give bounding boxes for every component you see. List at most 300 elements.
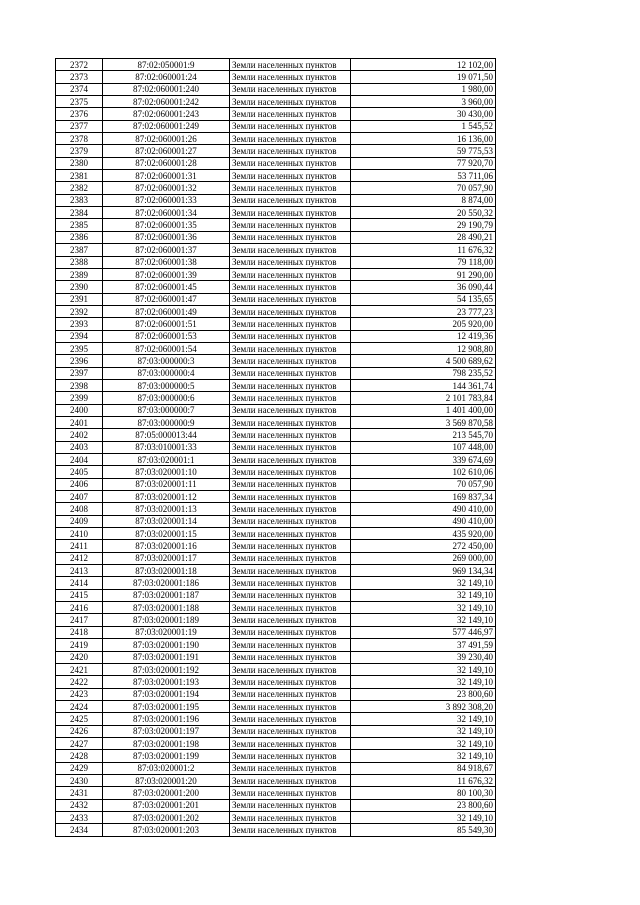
cadastral-value-cell: 1 401 400,00 — [351, 404, 496, 416]
row-number-cell: 2413 — [56, 565, 103, 577]
land-category-cell: Земли населенных пунктов — [230, 429, 351, 441]
land-category-cell: Земли населенных пунктов — [230, 725, 351, 737]
cadastral-number-cell: 87:03:000000:7 — [103, 404, 230, 416]
row-number-cell: 2428 — [56, 750, 103, 762]
cadastral-number-cell: 87:02:060001:34 — [103, 207, 230, 219]
row-number-cell: 2389 — [56, 268, 103, 280]
table-row — [56, 157, 496, 169]
cadastral-number-cell: 87:02:060001:49 — [103, 305, 230, 317]
land-category-cell: Земли населенных пунктов — [230, 145, 351, 157]
row-number-cell: 2433 — [56, 811, 103, 823]
land-registry-table — [55, 58, 496, 837]
cadastral-number-cell: 87:03:000000:9 — [103, 416, 230, 428]
land-category-cell: Земли населенных пунктов — [230, 392, 351, 404]
row-number-cell: 2384 — [56, 207, 103, 219]
cadastral-number-cell: 87:02:060001:39 — [103, 268, 230, 280]
table-row — [56, 639, 496, 651]
cadastral-value-cell: 29 190,79 — [351, 219, 496, 231]
cadastral-value-cell: 32 149,10 — [351, 737, 496, 749]
table-row — [56, 552, 496, 564]
table-row — [56, 182, 496, 194]
row-number-cell: 2411 — [56, 540, 103, 552]
row-number-cell: 2412 — [56, 552, 103, 564]
cadastral-value-cell: 490 410,00 — [351, 503, 496, 515]
table-row — [56, 71, 496, 83]
cadastral-number-cell: 87:02:060001:249 — [103, 120, 230, 132]
row-number-cell: 2424 — [56, 700, 103, 712]
table-row — [56, 367, 496, 379]
cadastral-number-cell: 87:03:000000:3 — [103, 355, 230, 367]
cadastral-value-cell: 3 960,00 — [351, 96, 496, 108]
cadastral-number-cell: 87:03:020001:14 — [103, 515, 230, 527]
cadastral-number-cell: 87:02:060001:54 — [103, 342, 230, 354]
row-number-cell: 2415 — [56, 589, 103, 601]
table-row — [56, 626, 496, 638]
cadastral-value-cell: 70 057,90 — [351, 182, 496, 194]
cadastral-number-cell: 87:03:020001:192 — [103, 663, 230, 675]
cadastral-value-cell: 23 777,23 — [351, 305, 496, 317]
land-category-cell: Земли населенных пунктов — [230, 700, 351, 712]
land-category-cell: Земли населенных пунктов — [230, 231, 351, 243]
land-category-cell: Земли населенных пунктов — [230, 268, 351, 280]
land-category-cell: Земли населенных пунктов — [230, 750, 351, 762]
land-category-cell: Земли населенных пунктов — [230, 774, 351, 786]
table-row — [56, 231, 496, 243]
cadastral-value-cell: 39 230,40 — [351, 651, 496, 663]
row-number-cell: 2399 — [56, 392, 103, 404]
land-category-cell: Земли населенных пунктов — [230, 478, 351, 490]
cadastral-number-cell: 87:02:060001:51 — [103, 318, 230, 330]
cadastral-value-cell: 32 149,10 — [351, 602, 496, 614]
table-row — [56, 651, 496, 663]
row-number-cell: 2386 — [56, 231, 103, 243]
table-row — [56, 737, 496, 749]
land-category-cell: Земли населенных пунктов — [230, 170, 351, 182]
table-row — [56, 392, 496, 404]
land-category-cell: Земли населенных пунктов — [230, 491, 351, 503]
land-category-cell: Земли населенных пунктов — [230, 589, 351, 601]
land-category-cell: Земли населенных пунктов — [230, 466, 351, 478]
row-number-cell: 2406 — [56, 478, 103, 490]
land-category-cell: Земли населенных пунктов — [230, 182, 351, 194]
cadastral-value-cell: 28 490,21 — [351, 231, 496, 243]
table-row — [56, 281, 496, 293]
row-number-cell: 2423 — [56, 688, 103, 700]
land-category-cell: Земли населенных пунктов — [230, 762, 351, 774]
cadastral-number-cell: 87:03:020001:197 — [103, 725, 230, 737]
land-category-cell: Земли населенных пунктов — [230, 244, 351, 256]
cadastral-number-cell: 87:03:020001:199 — [103, 750, 230, 762]
land-category-cell: Земли населенных пунктов — [230, 108, 351, 120]
row-number-cell: 2422 — [56, 676, 103, 688]
cadastral-value-cell: 84 918,67 — [351, 762, 496, 774]
table-row — [56, 503, 496, 515]
land-category-cell: Земли населенных пунктов — [230, 355, 351, 367]
table-row — [56, 824, 496, 836]
cadastral-value-cell: 32 149,10 — [351, 713, 496, 725]
table-row — [56, 244, 496, 256]
cadastral-number-cell: 87:03:020001:198 — [103, 737, 230, 749]
cadastral-value-cell: 169 837,34 — [351, 491, 496, 503]
row-number-cell: 2403 — [56, 441, 103, 453]
cadastral-value-cell: 32 149,10 — [351, 676, 496, 688]
land-category-cell: Земли населенных пунктов — [230, 528, 351, 540]
cadastral-number-cell: 87:03:020001:19 — [103, 626, 230, 638]
cadastral-value-cell: 54 135,65 — [351, 293, 496, 305]
row-number-cell: 2420 — [56, 651, 103, 663]
cadastral-value-cell: 79 118,00 — [351, 256, 496, 268]
land-category-cell: Земли населенных пунктов — [230, 737, 351, 749]
land-category-cell: Земли населенных пунктов — [230, 688, 351, 700]
row-number-cell: 2397 — [56, 367, 103, 379]
land-category-cell: Земли населенных пунктов — [230, 318, 351, 330]
row-number-cell: 2395 — [56, 342, 103, 354]
cadastral-value-cell: 16 136,00 — [351, 133, 496, 145]
row-number-cell: 2401 — [56, 416, 103, 428]
land-category-cell: Земли населенных пунктов — [230, 71, 351, 83]
land-category-cell: Земли населенных пунктов — [230, 565, 351, 577]
row-number-cell: 2383 — [56, 194, 103, 206]
row-number-cell: 2408 — [56, 503, 103, 515]
land-category-cell: Земли населенных пунктов — [230, 824, 351, 836]
cadastral-value-cell: 269 000,00 — [351, 552, 496, 564]
land-category-cell: Земли населенных пунктов — [230, 577, 351, 589]
table-row — [56, 145, 496, 157]
table-row — [56, 589, 496, 601]
cadastral-number-cell: 87:02:060001:37 — [103, 244, 230, 256]
row-number-cell: 2400 — [56, 404, 103, 416]
cadastral-value-cell: 798 235,52 — [351, 367, 496, 379]
row-number-cell: 2416 — [56, 602, 103, 614]
land-category-cell: Земли населенных пунктов — [230, 713, 351, 725]
table-row — [56, 540, 496, 552]
cadastral-number-cell: 87:03:020001:15 — [103, 528, 230, 540]
row-number-cell: 2380 — [56, 157, 103, 169]
cadastral-number-cell: 87:03:020001:20 — [103, 774, 230, 786]
cadastral-value-cell: 85 549,30 — [351, 824, 496, 836]
table-row — [56, 528, 496, 540]
cadastral-value-cell: 70 057,90 — [351, 478, 496, 490]
land-category-cell: Земли населенных пунктов — [230, 787, 351, 799]
cadastral-number-cell: 87:03:020001:203 — [103, 824, 230, 836]
land-category-cell: Земли населенных пунктов — [230, 194, 351, 206]
row-number-cell: 2404 — [56, 454, 103, 466]
cadastral-value-cell: 91 290,00 — [351, 268, 496, 280]
row-number-cell: 2407 — [56, 491, 103, 503]
cadastral-number-cell: 87:02:060001:242 — [103, 96, 230, 108]
table-row — [56, 355, 496, 367]
land-category-cell: Земли населенных пунктов — [230, 367, 351, 379]
row-number-cell: 2382 — [56, 182, 103, 194]
land-category-cell: Земли населенных пунктов — [230, 811, 351, 823]
land-category-cell: Земли населенных пунктов — [230, 305, 351, 317]
row-number-cell: 2402 — [56, 429, 103, 441]
row-number-cell: 2429 — [56, 762, 103, 774]
land-category-cell: Земли населенных пунктов — [230, 416, 351, 428]
row-number-cell: 2421 — [56, 663, 103, 675]
table-row — [56, 120, 496, 132]
cadastral-value-cell: 3 892 308,20 — [351, 700, 496, 712]
cadastral-number-cell: 87:03:020001:188 — [103, 602, 230, 614]
table-row — [56, 700, 496, 712]
table-row — [56, 268, 496, 280]
row-number-cell: 2426 — [56, 725, 103, 737]
row-number-cell: 2396 — [56, 355, 103, 367]
cadastral-value-cell: 36 090,44 — [351, 281, 496, 293]
row-number-cell: 2417 — [56, 614, 103, 626]
cadastral-number-cell: 87:03:020001:200 — [103, 787, 230, 799]
row-number-cell: 2431 — [56, 787, 103, 799]
cadastral-number-cell: 87:03:020001:196 — [103, 713, 230, 725]
row-number-cell: 2387 — [56, 244, 103, 256]
table-row — [56, 293, 496, 305]
land-category-cell: Земли населенных пунктов — [230, 281, 351, 293]
cadastral-number-cell: 87:03:020001:13 — [103, 503, 230, 515]
cadastral-number-cell: 87:02:060001:36 — [103, 231, 230, 243]
table-body — [56, 59, 496, 837]
cadastral-value-cell: 32 149,10 — [351, 589, 496, 601]
table-row — [56, 676, 496, 688]
table-row — [56, 774, 496, 786]
cadastral-value-cell: 12 908,80 — [351, 342, 496, 354]
cadastral-number-cell: 87:03:020001:2 — [103, 762, 230, 774]
row-number-cell: 2392 — [56, 305, 103, 317]
cadastral-value-cell: 59 775,53 — [351, 145, 496, 157]
table-row — [56, 59, 496, 71]
cadastral-number-cell: 87:02:060001:243 — [103, 108, 230, 120]
cadastral-number-cell: 87:05:000013:44 — [103, 429, 230, 441]
table-row — [56, 577, 496, 589]
cadastral-value-cell: 53 711,06 — [351, 170, 496, 182]
land-category-cell: Земли населенных пунктов — [230, 219, 351, 231]
row-number-cell: 2419 — [56, 639, 103, 651]
cadastral-number-cell: 87:03:020001:190 — [103, 639, 230, 651]
cadastral-number-cell: 87:03:020001:189 — [103, 614, 230, 626]
cadastral-value-cell: 12 102,00 — [351, 59, 496, 71]
land-category-cell: Земли населенных пунктов — [230, 639, 351, 651]
land-category-cell: Земли населенных пунктов — [230, 293, 351, 305]
row-number-cell: 2385 — [56, 219, 103, 231]
table-row — [56, 133, 496, 145]
table-row — [56, 713, 496, 725]
cadastral-value-cell: 11 676,32 — [351, 774, 496, 786]
table-row — [56, 404, 496, 416]
table-row — [56, 330, 496, 342]
cadastral-value-cell: 2 101 783,84 — [351, 392, 496, 404]
cadastral-number-cell: 87:03:020001:187 — [103, 589, 230, 601]
table-row — [56, 429, 496, 441]
table-row — [56, 318, 496, 330]
cadastral-number-cell: 87:02:060001:27 — [103, 145, 230, 157]
land-category-cell: Земли населенных пунктов — [230, 651, 351, 663]
row-number-cell: 2398 — [56, 379, 103, 391]
cadastral-number-cell: 87:02:060001:26 — [103, 133, 230, 145]
cadastral-value-cell: 32 149,10 — [351, 811, 496, 823]
cadastral-value-cell: 213 545,70 — [351, 429, 496, 441]
land-category-cell: Земли населенных пунктов — [230, 379, 351, 391]
cadastral-value-cell: 12 419,36 — [351, 330, 496, 342]
cadastral-value-cell: 32 149,10 — [351, 725, 496, 737]
land-category-cell: Земли населенных пунктов — [230, 454, 351, 466]
cadastral-value-cell: 32 149,10 — [351, 663, 496, 675]
table-row — [56, 478, 496, 490]
row-number-cell: 2432 — [56, 799, 103, 811]
cadastral-value-cell: 144 361,74 — [351, 379, 496, 391]
cadastral-number-cell: 87:03:020001:17 — [103, 552, 230, 564]
land-category-cell: Земли населенных пунктов — [230, 503, 351, 515]
cadastral-number-cell: 87:03:020001:195 — [103, 700, 230, 712]
cadastral-value-cell: 23 800,60 — [351, 799, 496, 811]
row-number-cell: 2405 — [56, 466, 103, 478]
row-number-cell: 2394 — [56, 330, 103, 342]
table-row — [56, 170, 496, 182]
land-category-cell: Земли населенных пунктов — [230, 330, 351, 342]
table-row — [56, 454, 496, 466]
row-number-cell: 2414 — [56, 577, 103, 589]
row-number-cell: 2410 — [56, 528, 103, 540]
row-number-cell: 2378 — [56, 133, 103, 145]
cadastral-value-cell: 102 610,06 — [351, 466, 496, 478]
cadastral-value-cell: 4 500 689,62 — [351, 355, 496, 367]
land-category-cell: Земли населенных пунктов — [230, 799, 351, 811]
cadastral-number-cell: 87:02:060001:38 — [103, 256, 230, 268]
cadastral-number-cell: 87:02:060001:32 — [103, 182, 230, 194]
row-number-cell: 2430 — [56, 774, 103, 786]
land-category-cell: Земли населенных пунктов — [230, 602, 351, 614]
land-category-cell: Земли населенных пунктов — [230, 540, 351, 552]
land-category-cell: Земли населенных пунктов — [230, 133, 351, 145]
land-category-cell: Земли населенных пунктов — [230, 614, 351, 626]
cadastral-number-cell: 87:03:020001:202 — [103, 811, 230, 823]
cadastral-number-cell: 87:03:020001:194 — [103, 688, 230, 700]
cadastral-number-cell: 87:03:000000:5 — [103, 379, 230, 391]
table-row — [56, 725, 496, 737]
table-row — [56, 614, 496, 626]
cadastral-number-cell: 87:03:020001:191 — [103, 651, 230, 663]
table-row — [56, 83, 496, 95]
cadastral-number-cell: 87:03:000000:6 — [103, 392, 230, 404]
row-number-cell: 2390 — [56, 281, 103, 293]
cadastral-value-cell: 20 550,32 — [351, 207, 496, 219]
land-category-cell: Земли населенных пунктов — [230, 676, 351, 688]
cadastral-value-cell: 205 920,00 — [351, 318, 496, 330]
table-row — [56, 256, 496, 268]
cadastral-value-cell: 1 980,00 — [351, 83, 496, 95]
cadastral-value-cell: 32 149,10 — [351, 614, 496, 626]
cadastral-number-cell: 87:02:060001:35 — [103, 219, 230, 231]
table-row — [56, 688, 496, 700]
row-number-cell: 2375 — [56, 96, 103, 108]
land-category-cell: Земли населенных пунктов — [230, 59, 351, 71]
table-row — [56, 305, 496, 317]
table-row — [56, 515, 496, 527]
cadastral-number-cell: 87:02:060001:53 — [103, 330, 230, 342]
table-row — [56, 96, 496, 108]
cadastral-value-cell: 11 676,32 — [351, 244, 496, 256]
table-row — [56, 219, 496, 231]
row-number-cell: 2374 — [56, 83, 103, 95]
land-category-cell: Земли населенных пунктов — [230, 515, 351, 527]
cadastral-number-cell: 87:02:060001:24 — [103, 71, 230, 83]
cadastral-number-cell: 87:02:060001:31 — [103, 170, 230, 182]
table-row — [56, 811, 496, 823]
row-number-cell: 2373 — [56, 71, 103, 83]
land-category-cell: Земли населенных пунктов — [230, 157, 351, 169]
land-category-cell: Земли населенных пунктов — [230, 342, 351, 354]
table-row — [56, 207, 496, 219]
cadastral-value-cell: 107 448,00 — [351, 441, 496, 453]
land-category-cell: Земли населенных пунктов — [230, 404, 351, 416]
land-category-cell: Земли населенных пунктов — [230, 626, 351, 638]
row-number-cell: 2425 — [56, 713, 103, 725]
cadastral-number-cell: 87:03:010001:33 — [103, 441, 230, 453]
land-category-cell: Земли населенных пунктов — [230, 256, 351, 268]
row-number-cell: 2418 — [56, 626, 103, 638]
table-row — [56, 750, 496, 762]
row-number-cell: 2379 — [56, 145, 103, 157]
cadastral-number-cell: 87:02:060001:240 — [103, 83, 230, 95]
land-category-cell: Земли населенных пунктов — [230, 663, 351, 675]
table-row — [56, 466, 496, 478]
cadastral-number-cell: 87:03:020001:18 — [103, 565, 230, 577]
land-category-cell: Земли населенных пунктов — [230, 83, 351, 95]
table-row — [56, 762, 496, 774]
row-number-cell: 2409 — [56, 515, 103, 527]
cadastral-value-cell: 77 920,70 — [351, 157, 496, 169]
row-number-cell: 2427 — [56, 737, 103, 749]
table-row — [56, 194, 496, 206]
cadastral-number-cell: 87:03:020001:193 — [103, 676, 230, 688]
row-number-cell: 2391 — [56, 293, 103, 305]
cadastral-value-cell: 1 545,52 — [351, 120, 496, 132]
cadastral-value-cell: 19 071,50 — [351, 71, 496, 83]
table-row — [56, 602, 496, 614]
cadastral-number-cell: 87:03:020001:201 — [103, 799, 230, 811]
cadastral-value-cell: 32 149,10 — [351, 750, 496, 762]
table-row — [56, 416, 496, 428]
cadastral-value-cell: 577 446,97 — [351, 626, 496, 638]
cadastral-value-cell: 37 491,59 — [351, 639, 496, 651]
row-number-cell: 2372 — [56, 59, 103, 71]
cadastral-value-cell: 339 674,69 — [351, 454, 496, 466]
cadastral-value-cell: 969 134,34 — [351, 565, 496, 577]
row-number-cell: 2434 — [56, 824, 103, 836]
cadastral-value-cell: 80 100,30 — [351, 787, 496, 799]
cadastral-number-cell: 87:02:060001:45 — [103, 281, 230, 293]
table-row — [56, 787, 496, 799]
cadastral-number-cell: 87:03:020001:11 — [103, 478, 230, 490]
row-number-cell: 2377 — [56, 120, 103, 132]
cadastral-value-cell: 8 874,00 — [351, 194, 496, 206]
table-row — [56, 663, 496, 675]
row-number-cell: 2381 — [56, 170, 103, 182]
cadastral-value-cell: 23 800,60 — [351, 688, 496, 700]
land-category-cell: Земли населенных пунктов — [230, 96, 351, 108]
cadastral-number-cell: 87:03:020001:186 — [103, 577, 230, 589]
land-category-cell: Земли населенных пунктов — [230, 441, 351, 453]
cadastral-number-cell: 87:02:060001:47 — [103, 293, 230, 305]
cadastral-number-cell: 87:02:050001:9 — [103, 59, 230, 71]
cadastral-number-cell: 87:03:020001:12 — [103, 491, 230, 503]
cadastral-number-cell: 87:02:060001:28 — [103, 157, 230, 169]
cadastral-value-cell: 435 920,00 — [351, 528, 496, 540]
table-row — [56, 565, 496, 577]
table-row — [56, 441, 496, 453]
cadastral-value-cell: 272 450,00 — [351, 540, 496, 552]
row-number-cell: 2388 — [56, 256, 103, 268]
row-number-cell: 2376 — [56, 108, 103, 120]
cadastral-value-cell: 3 569 870,58 — [351, 416, 496, 428]
